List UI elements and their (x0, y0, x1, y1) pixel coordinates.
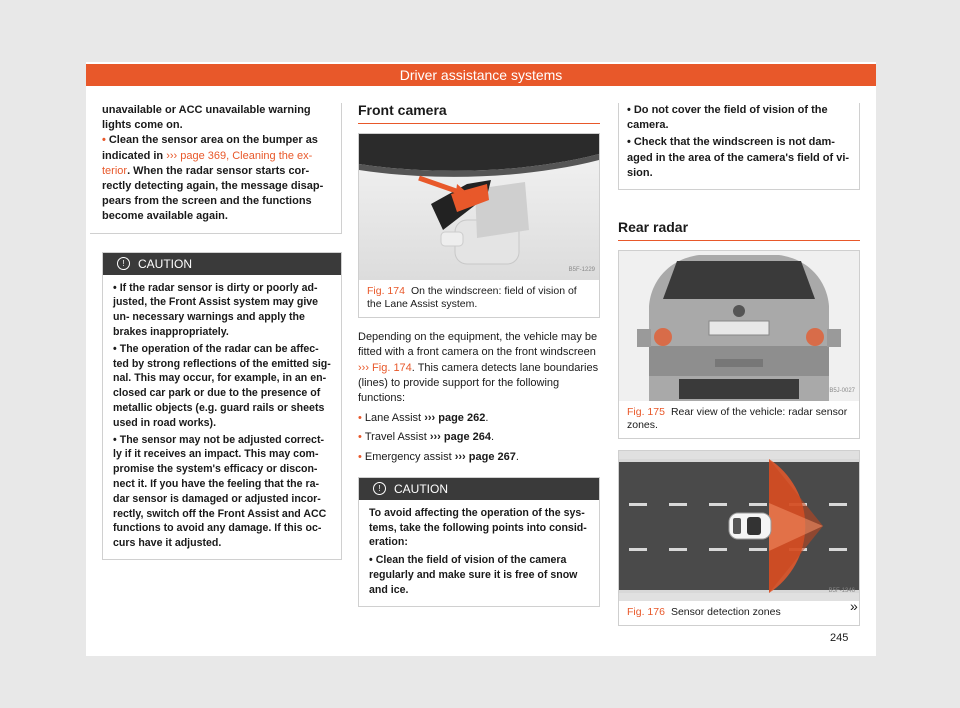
bullet-icon: • (358, 450, 362, 463)
road-detection-illustration (619, 451, 859, 601)
figure-number: Fig. 174 (367, 285, 405, 298)
bullet-icon: • (369, 554, 373, 567)
caution-bullet-text: The sensor may not be adjusted correct- ly if it receives an impact. This may com- promise the system's efficacy or discon- nect it. If you have the feeling that the ra- dar sensor is damaged or adjusted incor- rectly, switch off the Front Assist and ACC functions to avoid any damage. If this oc- curs have it adjusted. (113, 433, 327, 550)
figure-175-image (619, 251, 859, 401)
note-line: lights come on. (102, 119, 183, 132)
figure-code: B5J-0027 (829, 388, 855, 395)
figure-number: Fig. 176 (627, 606, 665, 619)
note-bullet-text: Clean the sensor area on the bumper as indicated in (102, 134, 318, 162)
bullet-icon: • (113, 342, 117, 355)
caution-bullet (113, 433, 331, 551)
page-ref-link[interactable]: ››› page 264 (429, 431, 491, 444)
figure-174-image (359, 134, 599, 280)
caution-body (359, 500, 599, 606)
caution-bullet-text: Clean the field of vision of the camera regularly and make sure it is free of snow and ice. (369, 554, 578, 596)
figure-number: Fig. 175 (627, 406, 665, 419)
figure-176-image (619, 451, 859, 601)
continued-note-box (90, 103, 342, 234)
bullet-icon: • (358, 431, 362, 444)
figure-176 (618, 450, 860, 626)
caution-icon: ! (373, 482, 386, 495)
caution-bullet-text: If the radar sensor is dirty or poorly ad- justed, the Front Assist system may give un- necessary warnings and apply the brakes inappropriately. (113, 281, 319, 339)
note-bullet (102, 133, 333, 224)
middle-column (358, 103, 600, 607)
left-column (102, 103, 342, 560)
caption-text: Rear view of the vehicle: radar sensor zones. (627, 406, 848, 432)
caption-text: Sensor detection zones (670, 606, 781, 619)
caution-title: CAUTION (138, 256, 192, 271)
paragraph-text-after: . This camera detects lane boundaries (lines) to provide support for the following functions: (358, 361, 599, 405)
note-continued-text (102, 103, 333, 133)
caution-bullet-text: Do not cover the field of vision of the camera. (627, 104, 828, 132)
figure-176-caption (619, 601, 859, 625)
page-ref-link[interactable]: ››› page 262 (424, 412, 486, 425)
figure-174 (358, 133, 600, 318)
section-title-rear-radar: Rear radar (618, 220, 860, 241)
car-rear-illustration (619, 251, 859, 401)
caution-header (103, 253, 341, 275)
camera-paragraph (358, 330, 600, 406)
ref-text: page 369, Cleaning the ex- terior (102, 149, 313, 177)
page-number: 245 (830, 632, 849, 644)
page-ref-link[interactable]: ››› page 267 (454, 450, 516, 463)
continue-mark: » (850, 598, 858, 614)
paragraph-text: Depending on the equipment, the vehicle may be fitted with a front camera on the front windscreen (358, 331, 598, 359)
note-line: unavailable or ACC unavailable warning (102, 104, 311, 116)
caution-body (103, 275, 341, 559)
figure-code: B5F-1229 (568, 267, 595, 273)
figure-175-caption (619, 401, 859, 438)
list-item (358, 430, 600, 445)
figure-code: B5F-1346 (828, 588, 855, 595)
page-header: Driver assistance systems (86, 64, 876, 86)
function-label: Emergency assist (364, 450, 455, 463)
caution-title: CAUTION (394, 481, 448, 496)
list-item (358, 411, 600, 426)
figure-175 (618, 250, 860, 439)
caution-bullet-text: The operation of the radar can be affec- ted by strong reflections of the emitted sig- nal. This may occur, for example, in an en- closed car park or due to the presence of metallic objects (e.g. guard rails or sheets used in road works). (113, 342, 331, 429)
list-item-end: . (515, 450, 519, 463)
caution-bullet-text: Check that the windscreen is not dam- aged in the area of the camera's field of vi- sion. (627, 136, 850, 179)
windscreen-camera-illustration (359, 134, 599, 280)
caution-bullet (113, 281, 331, 340)
caution-icon: ! (117, 257, 130, 270)
list-item-end: . (491, 431, 495, 444)
caution-bullet (113, 342, 331, 431)
caution-intro: To avoid affecting the operation of the sys- tems, take the following points into consid- eration: (369, 506, 587, 549)
functions-list (358, 411, 600, 465)
figure-174-caption (359, 280, 599, 317)
list-item-end: . (485, 412, 489, 425)
bullet-icon: • (627, 104, 631, 116)
caution-bullet (369, 553, 589, 597)
caution-bullet (627, 135, 851, 181)
bullet-icon: • (113, 433, 117, 446)
section-title-front-camera: Front camera (358, 103, 600, 124)
bullet-icon: • (358, 412, 362, 425)
right-column (618, 103, 860, 626)
caution-bullet (627, 103, 851, 133)
bullet-icon: • (113, 281, 117, 294)
bullet-icon: • (627, 136, 631, 149)
caution-box (102, 252, 342, 560)
bullet-icon: • (102, 134, 106, 147)
caution-continued-box (618, 103, 860, 190)
figure-ref-link[interactable]: ››› Fig. 174 (358, 361, 412, 374)
caution-header (359, 478, 599, 500)
function-label: Travel Assist (364, 431, 430, 444)
list-item (358, 450, 600, 465)
caution-box (358, 477, 600, 607)
note-bullet-text-after: . When the radar sensor starts cor- rectly detecting again, the message disap- pears from the screen and the functions become available again. (102, 164, 324, 223)
caption-text: On the windscreen: field of vision of the Lane Assist system. (367, 285, 577, 311)
ref-arrow: ››› (166, 149, 178, 162)
function-label: Lane Assist (364, 412, 425, 425)
